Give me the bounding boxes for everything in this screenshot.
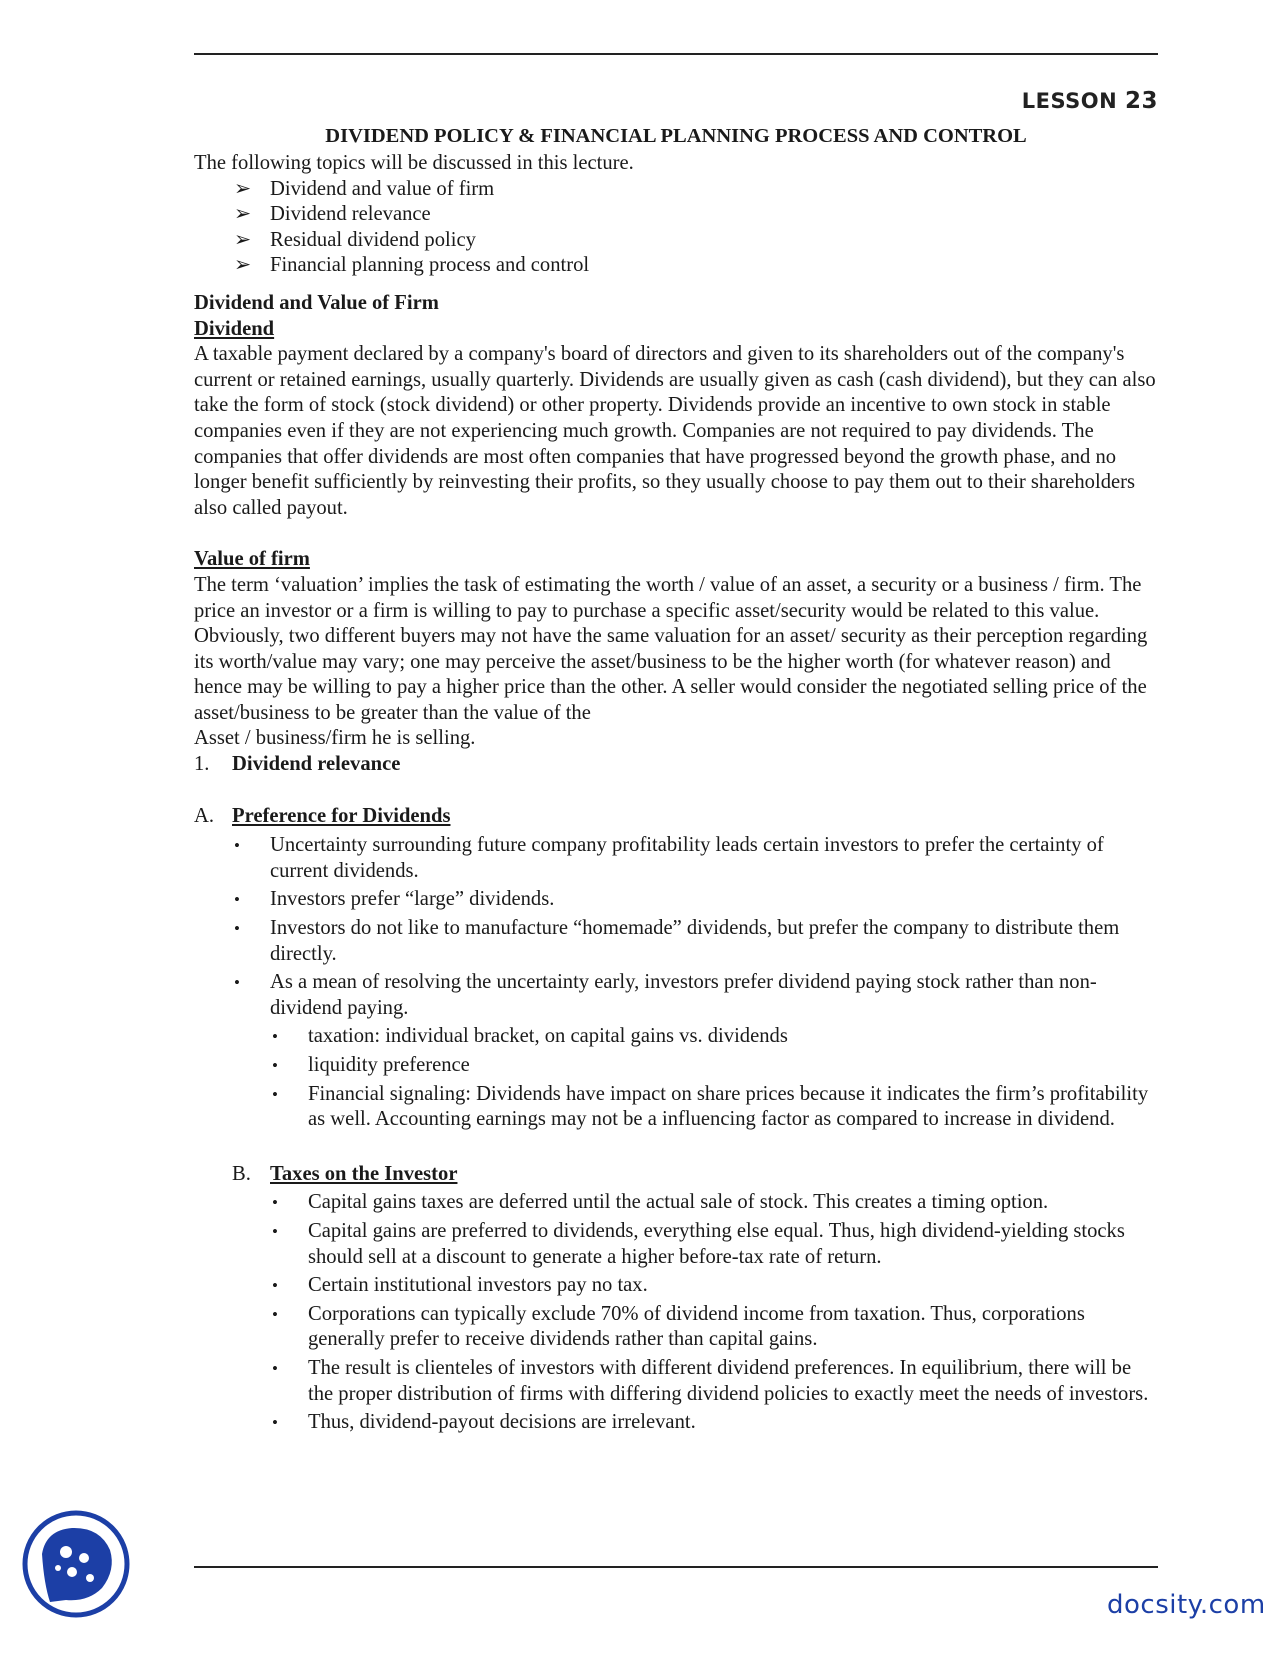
lesson-number: 23 <box>1124 88 1158 114</box>
relevance-heading <box>194 752 1158 778</box>
list-item <box>234 228 1158 254</box>
topic-list <box>194 177 1158 279</box>
list-item <box>234 177 1158 203</box>
item-text: As a mean of resolving the uncertainty early, investors prefer dividend paying stock rather than non-dividend paying. <box>270 971 1097 1019</box>
dividend-heading: Dividend <box>194 317 275 340</box>
dividend-paragraph: A taxable payment declared by a company's board of directors and given to its shareholders out of the company's current or retained earnings, usually quarterly. Dividends are usually given as cash (cash dividend), but they can also take the form of stock (stock dividend) or other property. Dividends provide an incentive to own stock in stable companies even if they are not experiencing much growth. Companies are not required to pay dividends. The companies that offer dividends are most often companies that have progressed beyond the growth phase, and no longer benefit sufficiently by reinvesting their profits, so they usually choose to pay them out to their shareholders also called payout. <box>194 343 1156 519</box>
arrow-bullet-icon: ➢ <box>234 203 252 226</box>
item-text: Uncertainty surrounding future company profitability leads certain investors to prefer the certainty of current dividends. <box>270 834 1104 882</box>
relevance-title: Dividend relevance <box>232 753 401 776</box>
part-b-title: Taxes on the Investor <box>270 1162 458 1185</box>
item-text: Thus, dividend-payout decisions are irrelevant. <box>308 1411 696 1434</box>
value-heading: Value of firm <box>194 548 310 571</box>
part-a-label: A. <box>194 804 215 827</box>
bullet-icon: • <box>272 1358 278 1378</box>
part-a-list <box>194 833 1158 1021</box>
top-rule <box>194 53 1158 55</box>
list-item <box>194 1273 1158 1299</box>
bullet-icon: • <box>272 1027 278 1047</box>
topic-text: Dividend and value of firm <box>270 177 495 200</box>
item-text: Corporations can typically exclude 70% of dividend income from taxation. Thus, corporations generally prefer to receive dividends rather than capital gains. <box>308 1302 1085 1351</box>
intro-text: The following topics will be discussed in this lecture. <box>194 152 634 174</box>
topic-text: Dividend relevance <box>270 203 431 226</box>
bullet-icon: • <box>234 973 240 993</box>
list-item <box>194 970 1158 1021</box>
page-title: DIVIDEND POLICY & FINANCIAL PLANNING PROCESS AND CONTROL <box>325 125 1027 147</box>
part-a-title: Preference for Dividends <box>232 804 451 827</box>
part-b-list <box>194 1190 1158 1435</box>
list-item <box>234 253 1158 279</box>
part-a-heading <box>194 804 1158 830</box>
list-item <box>194 1356 1158 1407</box>
arrow-bullet-icon: ➢ <box>234 228 252 251</box>
bullet-icon: • <box>272 1276 278 1296</box>
lesson-first-letter: L <box>1021 89 1036 113</box>
bullet-icon: • <box>234 919 240 939</box>
list-item <box>194 1302 1158 1353</box>
topic-text: Residual dividend policy <box>270 228 476 251</box>
item-text: Capital gains taxes are deferred until the actual sale of stock. This creates a timing option. <box>308 1191 1049 1214</box>
list-item <box>194 1024 1158 1050</box>
item-text: Financial signaling: Dividends have impact on share prices because it indicates the firm’s profitability as well. Accounting earnings may not be a influencing factor as compared to increase in dividend. <box>308 1082 1149 1131</box>
lesson-word: ESSON <box>1035 89 1118 113</box>
bullet-icon: • <box>272 1304 278 1324</box>
list-item <box>194 1053 1158 1079</box>
arrow-bullet-icon: ➢ <box>234 177 252 200</box>
value-paragraph-end: Asset / business/firm he is selling. <box>194 727 476 750</box>
list-item <box>194 1410 1158 1436</box>
list-item <box>194 916 1158 967</box>
item-text: taxation: individual bracket, on capital gains vs. dividends <box>308 1025 788 1048</box>
bullet-icon: • <box>272 1221 278 1241</box>
section-heading: Dividend and Value of Firm <box>194 291 439 314</box>
bullet-icon: • <box>272 1193 278 1213</box>
bullet-icon: • <box>272 1084 278 1104</box>
part-b-heading <box>232 1162 1158 1188</box>
part-b-label: B. <box>232 1162 251 1185</box>
document-body <box>194 84 1158 1439</box>
relevance-number: 1. <box>194 753 210 776</box>
item-text: Investors prefer “large” dividends. <box>270 888 555 911</box>
part-a-sublist <box>194 1024 1158 1132</box>
item-text: Capital gains are preferred to dividends, everything else equal. Thus, high dividend-yielding stocks should sell at a discount to generate a higher before-tax rate of return. <box>308 1219 1125 1268</box>
arrow-bullet-icon: ➢ <box>234 254 252 277</box>
list-item <box>194 833 1158 884</box>
item-text: Certain institutional investors pay no tax. <box>308 1274 648 1297</box>
list-item <box>234 202 1158 228</box>
list-item <box>194 1190 1158 1216</box>
bottom-rule <box>194 1566 1158 1568</box>
value-paragraph: The term ‘valuation’ implies the task of estimating the worth / value of an asset, a security or a business / firm. The price an investor or a firm is willing to pay to purchase a specific asset/security would be related to this value. Obviously, two different buyers may not have the same valuation for an asset/ security as their perception regarding its worth/value may vary; one may perceive the asset/business to be the higher worth (for whatever reason) and hence may be willing to pay a higher price than the other. A seller would consider the negotiated selling price of the asset/business to be greater than the value of the <box>194 573 1148 724</box>
list-item <box>194 1219 1158 1270</box>
docsity-logo-icon[interactable] <box>22 1510 130 1618</box>
topic-text: Financial planning process and control <box>270 254 590 277</box>
item-text: Investors do not like to manufacture “homemade” dividends, but prefer the company to distribute them directly. <box>270 917 1120 965</box>
bullet-icon: • <box>272 1413 278 1433</box>
bullet-icon: • <box>234 890 240 910</box>
item-text: The result is clienteles of investors with different dividend preferences. In equilibrium, there will be the proper distribution of firms with differing dividend policies to exactly meet the needs of investors. <box>308 1356 1149 1405</box>
bullet-icon: • <box>272 1056 278 1075</box>
item-text: liquidity preference <box>308 1054 470 1076</box>
list-item <box>194 887 1158 913</box>
lesson-label <box>194 84 1158 118</box>
bullet-icon: • <box>234 836 240 856</box>
list-item <box>194 1082 1158 1133</box>
docsity-brand-link[interactable]: docsity.com <box>1107 1590 1266 1620</box>
